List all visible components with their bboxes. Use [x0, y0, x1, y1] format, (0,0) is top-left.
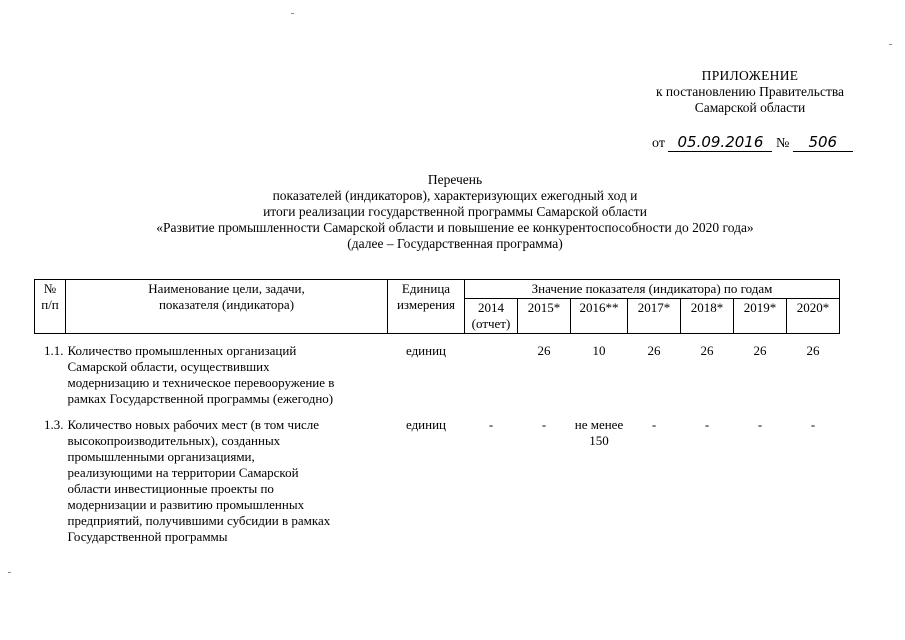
value-2016: не менее 150 [574, 417, 624, 448]
table-row [35, 342, 840, 408]
value-2018: - [704, 417, 710, 432]
header-values-group: Значение показателя (индикатора) по годам [465, 280, 840, 299]
value-2019: 26 [753, 343, 767, 358]
header-name [66, 280, 388, 334]
row-name-line: модернизации и развитию промышленных [67, 497, 305, 512]
decree-number: 506 [793, 134, 853, 152]
decree-from-label: от [652, 136, 665, 151]
value-2020: - [810, 417, 816, 432]
row-name-line: рамках Государственной программы (ежегодно) [67, 391, 334, 406]
row-unit: единиц [405, 417, 447, 432]
value-2016: 10 [592, 343, 606, 358]
header-name-line-1: Наименование цели, задачи, [148, 281, 305, 296]
table-row [35, 416, 840, 546]
scan-speck [889, 44, 892, 45]
row-name-line: Количество новых рабочих мест (в том числе [67, 417, 320, 432]
document-title [60, 172, 850, 252]
value-2018: 26 [700, 343, 714, 358]
title-line-5: (далее – Государственная программа) [347, 236, 563, 251]
value-2019: - [757, 417, 763, 432]
row-name-line: Самарской области, осуществивших [67, 359, 270, 374]
title-line-4: «Развитие промышленности Самарской области и повышение ее конкурентоспособности до 2020 года» [156, 220, 754, 235]
header-row-1 [35, 280, 840, 299]
header-year-2018: 2018* [681, 299, 734, 334]
appendix-header [600, 68, 900, 116]
row-name [66, 342, 388, 408]
value-2015: - [541, 417, 547, 432]
value-2015: 26 [537, 343, 551, 358]
header-year-2014 [465, 299, 518, 334]
header-name-line-2: показателя (индикатора) [158, 297, 295, 312]
scan-speck [291, 13, 294, 14]
header-unit-line-1: Единица [401, 281, 451, 296]
row-number: 1.3. [44, 417, 64, 432]
row-name-line: модернизацию и техническое перевооружение в [67, 375, 335, 390]
value-2014 [465, 342, 518, 408]
row-name [66, 416, 388, 546]
decree-date: 05.09.2016 [668, 134, 772, 152]
row-number: 1.1. [44, 343, 64, 358]
header-year-2020: 2020* [787, 299, 840, 334]
value-2014: - [488, 417, 494, 432]
decree-number-label: № [775, 136, 790, 151]
header-year-2019: 2019* [734, 299, 787, 334]
appendix-line-3: Самарской области [694, 100, 806, 115]
header-number: № п/п [35, 280, 66, 334]
appendix-line-2: к постановлению Правительства [655, 84, 845, 99]
value-2017: 26 [647, 343, 661, 358]
value-2017: - [651, 417, 657, 432]
row-name-line: промышленными организациями, [67, 449, 255, 464]
appendix-title: ПРИЛОЖЕНИЕ [701, 68, 799, 83]
header-year-2017: 2017* [628, 299, 681, 334]
title-line-2: показателей (индикаторов), характеризующих ежегодный ход и [272, 188, 638, 203]
header-year-note: (отчет) [471, 316, 511, 331]
row-name-line: реализующими на территории Самарской [67, 465, 299, 480]
row-unit: единиц [405, 343, 447, 358]
row-name-line: области инвестиционные проекты по [67, 481, 274, 496]
title-line-3: итоги реализации государственной программы Самарской области [263, 204, 647, 219]
header-unit-line-2: измерения [396, 297, 456, 312]
row-name-line: Количество промышленных организаций [67, 343, 297, 358]
row-name-line: Государственной программы [67, 529, 228, 544]
row-name-line: предприятий, получившими субсидии в рамках [67, 513, 331, 528]
header-year-2016: 2016** [571, 299, 628, 334]
header-year-label: 2014 [478, 300, 504, 315]
row-name-line: высокопроизводительных), созданных [67, 433, 281, 448]
value-2020: 26 [806, 343, 820, 358]
scan-speck [8, 572, 11, 573]
indicators-table [34, 279, 840, 546]
decree-reference [652, 134, 853, 152]
header-year-2015: 2015* [518, 299, 571, 334]
header-unit [388, 280, 465, 334]
title-line-1: Перечень [427, 172, 483, 187]
